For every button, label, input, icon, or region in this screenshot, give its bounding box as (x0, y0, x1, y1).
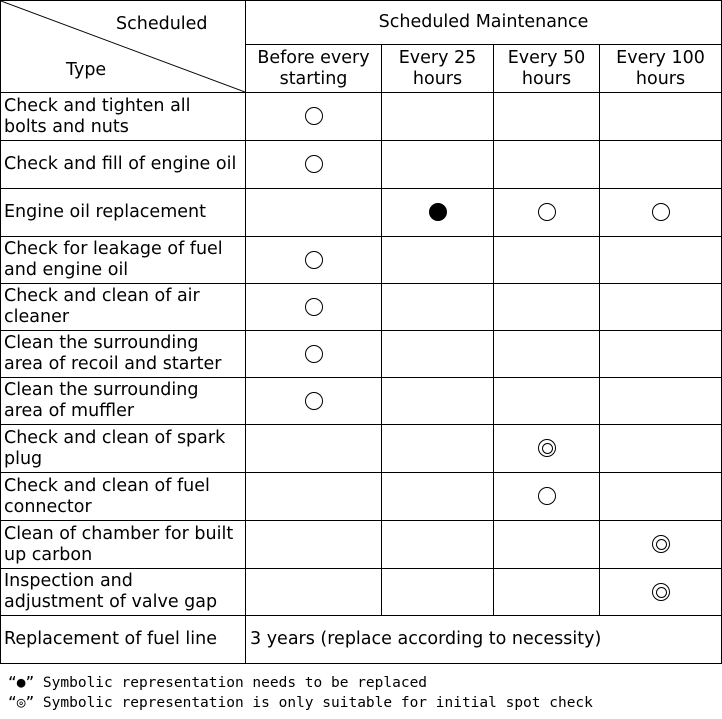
schedule-cell (494, 473, 600, 521)
table-row (1, 521, 722, 569)
schedule-cell (382, 237, 494, 284)
table-row-fuel-line (1, 616, 722, 664)
open-circle-icon (305, 155, 323, 173)
table-row (1, 473, 722, 521)
schedule-cell (600, 569, 722, 616)
double-circle-icon (538, 439, 556, 457)
open-circle-icon (538, 203, 556, 221)
schedule-cell (382, 378, 494, 425)
legend-note-replace: “●” Symbolic representation needs to be replaced (8, 675, 428, 691)
table-row (1, 93, 722, 141)
row-item-label: Replacement of fuel line (1, 616, 246, 664)
schedule-cell (246, 189, 382, 237)
row-item-label: Clean the surrounding area of muffler (1, 378, 246, 425)
open-circle-icon (305, 251, 323, 269)
schedule-cell (246, 569, 382, 616)
schedule-cell (382, 141, 494, 189)
schedule-cell (494, 189, 600, 237)
schedule-cell (246, 237, 382, 284)
schedule-cell (600, 93, 722, 141)
schedule-cell (382, 425, 494, 473)
table-row (1, 141, 722, 189)
double-circle-icon (652, 583, 670, 601)
table-row (1, 378, 722, 425)
schedule-cell (600, 425, 722, 473)
schedule-cell (246, 331, 382, 378)
row-item-label: Check and clean of fuel connector (1, 473, 246, 521)
row-item-label: Check for leakage of fuel and engine oil (1, 237, 246, 284)
open-circle-icon (305, 107, 323, 125)
table-row (1, 237, 722, 284)
col-header-every-50-hours: Every 50 hours (494, 45, 600, 93)
fuel-line-interval: 3 years (replace according to necessity) (246, 616, 722, 664)
table-row (1, 569, 722, 616)
schedule-cell (382, 569, 494, 616)
open-circle-icon (305, 345, 323, 363)
schedule-cell (494, 141, 600, 189)
schedule-cell (246, 378, 382, 425)
schedule-cell (382, 331, 494, 378)
schedule-cell (600, 189, 722, 237)
schedule-cell (600, 378, 722, 425)
row-item-label: Check and tighten all bolts and nuts (1, 93, 246, 141)
legend-notes (8, 673, 593, 713)
row-item-label: Clean of chamber for built up carbon (1, 521, 246, 569)
table-row (1, 331, 722, 378)
schedule-cell (246, 521, 382, 569)
col-header-every-25-hours: Every 25 hours (382, 45, 494, 93)
table-row (1, 189, 722, 237)
scheduled-maintenance-header: Scheduled Maintenance (246, 1, 722, 45)
schedule-cell (494, 93, 600, 141)
double-circle-icon (652, 535, 670, 553)
schedule-cell (600, 331, 722, 378)
row-item-label: Check and clean of spark plug (1, 425, 246, 473)
corner-scheduled-label: Scheduled (116, 14, 208, 34)
header-corner-cell (1, 1, 246, 93)
row-item-label: Check and fill of engine oil (1, 141, 246, 189)
schedule-cell (600, 521, 722, 569)
row-item-label: Engine oil replacement (1, 189, 246, 237)
table-row (1, 425, 722, 473)
schedule-cell (494, 237, 600, 284)
open-circle-icon (305, 298, 323, 316)
schedule-cell (600, 473, 722, 521)
schedule-cell (494, 378, 600, 425)
schedule-cell (246, 93, 382, 141)
row-item-label: Inspection and adjustment of valve gap (1, 569, 246, 616)
schedule-cell (382, 189, 494, 237)
schedule-cell (494, 569, 600, 616)
corner-type-label: Type (66, 60, 107, 80)
filled-circle-icon (429, 203, 447, 221)
schedule-cell (382, 521, 494, 569)
row-item-label: Check and clean of air cleaner (1, 284, 246, 331)
row-item-label: Clean the surrounding area of recoil and starter (1, 331, 246, 378)
open-circle-icon (652, 203, 670, 221)
schedule-cell (246, 141, 382, 189)
schedule-cell (494, 331, 600, 378)
schedule-cell (600, 237, 722, 284)
legend-note-spot-check: “◎” Symbolic representation is only suitable for initial spot check (8, 695, 593, 711)
schedule-cell (382, 93, 494, 141)
open-circle-icon (538, 487, 556, 505)
schedule-cell (494, 284, 600, 331)
schedule-cell (600, 141, 722, 189)
schedule-cell (246, 425, 382, 473)
schedule-cell (246, 473, 382, 521)
schedule-cell (600, 284, 722, 331)
schedule-cell (382, 473, 494, 521)
schedule-cell (494, 521, 600, 569)
col-header-every-100-hours: Every 100 hours (600, 45, 722, 93)
schedule-cell (494, 425, 600, 473)
open-circle-icon (305, 392, 323, 410)
col-header-before-starting: Before every starting (246, 45, 382, 93)
schedule-cell (246, 284, 382, 331)
table-row (1, 284, 722, 331)
schedule-cell (382, 284, 494, 331)
